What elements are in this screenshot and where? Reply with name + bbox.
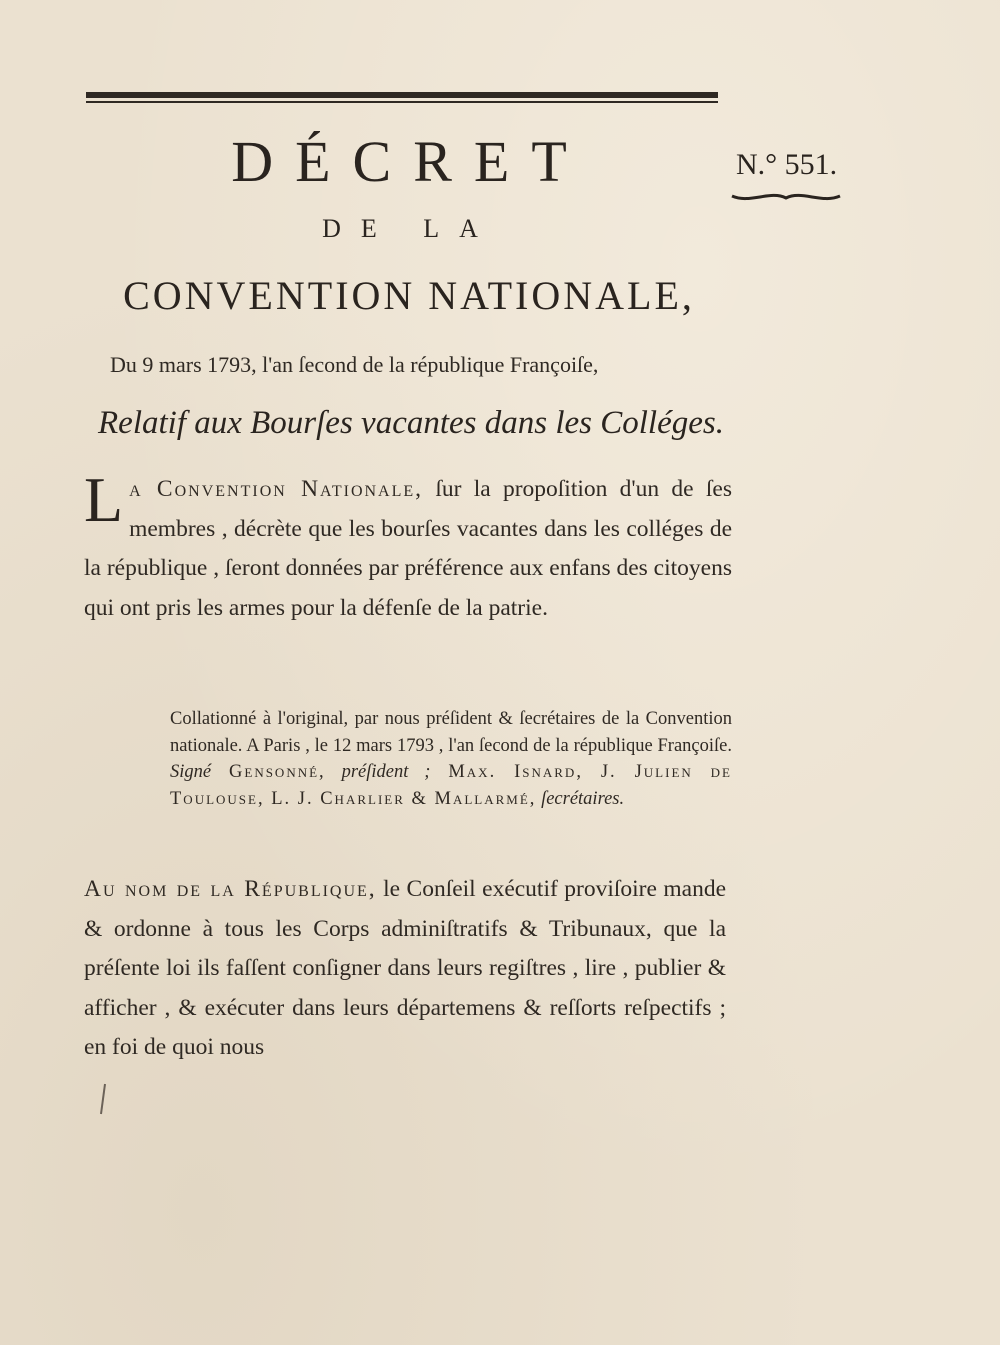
de-la-heading: DE LA — [322, 214, 498, 243]
secretaries-title: ſecrétaires. — [536, 788, 625, 809]
body-lead: a Convention Nationale, — [129, 476, 424, 502]
ink-mark — [98, 1082, 108, 1116]
president-title: préſident ; — [325, 762, 431, 782]
date-line: Du 9 mars 1793, l'an ſecond de la république Françoiſe, — [110, 352, 599, 377]
promulgation-paragraph — [84, 870, 726, 1068]
header-rule — [86, 92, 718, 104]
decree-title: DÉCRET — [231, 129, 589, 194]
secretary-names: Max. Isnard, J. Julien de Toulouſe, L. J. Charlier & Mallarmé, — [170, 762, 733, 809]
signe-label: Signé — [170, 762, 212, 782]
decree-body — [84, 464, 732, 628]
footer-text: le Conſeil exécutif proviſoire mande & ordonne à tous les Corps adminiſtratifs & Tribunaux, que la préſente loi ils faſſent conſigner dans leurs regiſtres , lire , publier & afficher , & exécuter dans leurs départemens & reſſorts reſpectifs ; en foi de quoi nous — [84, 876, 726, 1060]
footer-lead: Au nom de la République, — [84, 876, 377, 902]
header-rule-thick — [86, 92, 718, 98]
body-text: ſur la propoſition d'un de ſes membres , décrète que les bourſes vacantes dans les colléges de la république , ſeront données par préférence aux enfans des citoyens qui ont pris les armes pour la défenſe de la patrie. — [84, 476, 732, 621]
flourish-ornament — [730, 188, 842, 206]
collation-text: Collationné à l'original, par nous préſident & ſecrétaires de la Convention nationale. A Paris , le 12 mars 1793 , l'an ſecond de la république Françoiſe. — [170, 709, 732, 756]
convention-heading: CONVENTION NATIONALE, — [123, 273, 695, 318]
collation-note — [170, 706, 732, 812]
header-rule-thin — [86, 101, 718, 103]
decree-subject: Relatif aux Bourſes vacantes dans les Colléges. — [98, 405, 724, 441]
decree-number: N.° 551. — [736, 148, 838, 181]
president-name: Gensonné, — [211, 762, 326, 782]
drop-cap: L — [84, 464, 124, 535]
